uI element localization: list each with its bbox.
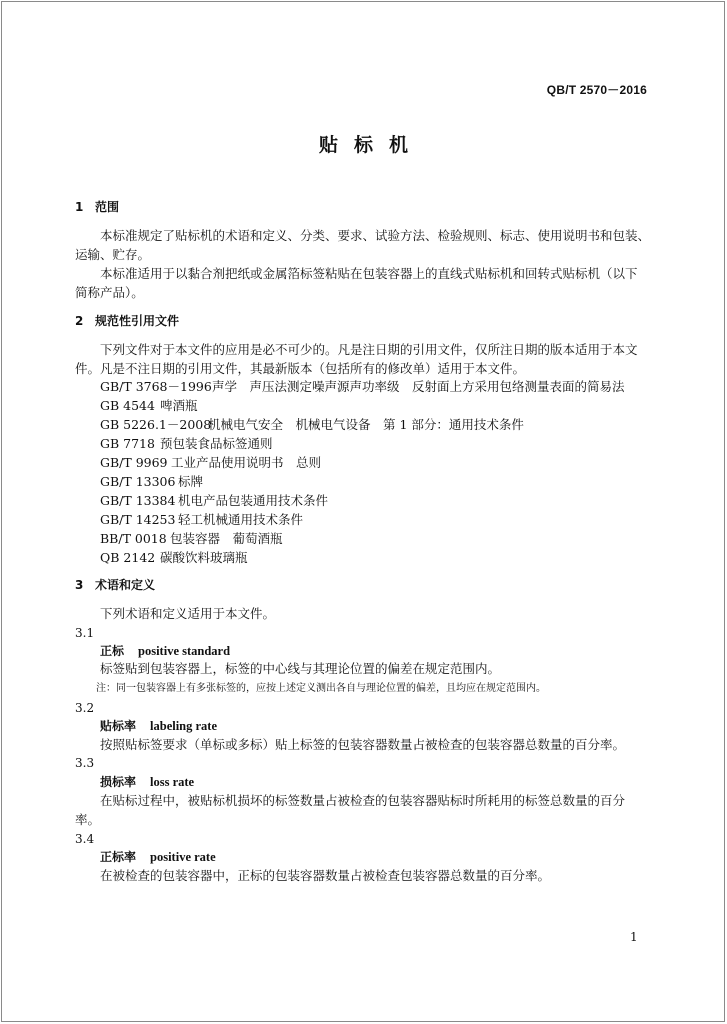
page-number: 1 <box>630 930 638 944</box>
term-definition: 标签贴到包装容器上，标签的中心线与其理论位置的偏差在规定范围内。 <box>100 661 501 676</box>
term-chinese: 贴标率 <box>100 719 137 733</box>
term-english: loss rate <box>150 775 195 789</box>
reference-code: GB 7718 <box>100 436 155 451</box>
term-note: 注：同一包装容器上有多张标签的，应按上述定义测出各自与理论位置的偏差，且均应在规定范围内。 <box>96 683 546 694</box>
section-number: 3 <box>75 578 84 592</box>
term-definition: 率。 <box>75 812 101 827</box>
standard-code: QB/T 2570－2016 <box>546 83 647 97</box>
reference-title: 啤酒瓶 <box>160 398 198 413</box>
reference-code: GB/T 13384 <box>100 493 176 508</box>
reference-item <box>100 455 321 471</box>
paragraph-line: 简称产品）。 <box>75 285 144 300</box>
document-title: 贴标机 <box>318 134 424 156</box>
reference-title: 机械电气安全 机械电气设备 第 1 部分：通用技术条件 <box>208 417 524 432</box>
reference-item <box>100 474 203 490</box>
reference-title: 包装容器 葡萄酒瓶 <box>170 531 283 546</box>
reference-item <box>100 417 524 433</box>
term-chinese: 损标率 <box>100 775 137 789</box>
term-definition: 在被检查的包装容器中，正标的包装容器数量占被检查包装容器总数量的百分率。 <box>100 868 551 883</box>
section-1-heading <box>75 199 119 215</box>
reference-code: GB 5226.1－2008 <box>100 417 212 432</box>
reference-code: GB/T 13306 <box>100 474 176 489</box>
reference-code: GB/T 3768－1996 <box>100 379 212 394</box>
reference-item <box>100 493 328 509</box>
reference-item <box>100 436 273 452</box>
paragraph-line: 本标准适用于以黏合剂把纸或金属箔标签粘贴在包装容器上的直线式贴标机和回转式贴标机（以下 <box>100 266 638 281</box>
term-heading <box>100 718 217 734</box>
term-english: labeling rate <box>150 719 218 733</box>
section-number: 1 <box>75 200 84 214</box>
term-chinese: 正标 <box>100 644 125 658</box>
reference-code: GB/T 9969 <box>100 455 168 470</box>
section-3-heading <box>75 577 155 593</box>
term-number: 3.1 <box>75 626 95 640</box>
reference-item <box>100 379 625 395</box>
term-chinese: 正标率 <box>100 850 137 864</box>
paragraph-line: 本标准规定了贴标机的术语和定义、分类、要求、试验方法、检验规则、标志、使用说明书和包装、 <box>100 228 651 243</box>
term-heading <box>100 849 216 865</box>
section-title: 范围 <box>95 200 120 214</box>
term-definition: 按照贴标签要求（单标或多标）贴上标签的包装容器数量占被检查的包装容器总数量的百分率。 <box>100 737 626 752</box>
reference-code: GB 4544 <box>100 398 155 413</box>
reference-item <box>100 512 303 528</box>
reference-title: 预包装食品标签通则 <box>160 436 273 451</box>
reference-title: 机电产品包装通用技术条件 <box>178 493 329 508</box>
reference-item <box>100 398 198 414</box>
paragraph-line: 下列术语和定义适用于本文件。 <box>100 606 276 621</box>
section-title: 术语和定义 <box>95 578 156 592</box>
term-english: positive standard <box>138 644 231 658</box>
reference-code: QB 2142 <box>100 550 156 565</box>
reference-title: 轻工机械通用技术条件 <box>178 512 304 527</box>
reference-item <box>100 531 283 547</box>
section-title: 规范性引用文件 <box>95 314 180 328</box>
term-english: positive rate <box>150 850 216 864</box>
paragraph-line: 运输、贮存。 <box>75 247 151 262</box>
section-2-heading <box>75 313 179 329</box>
reference-title: 声学 声压法测定噪声源声功率级 反射面上方采用包络测量表面的简易法 <box>212 379 625 394</box>
paragraph-line: 件。凡是不注日期的引用文件，其最新版本（包括所有的修改单）适用于本文件。 <box>75 361 526 376</box>
section-number: 2 <box>75 314 84 328</box>
term-number: 3.4 <box>75 832 95 846</box>
reference-code: GB/T 14253 <box>100 512 176 527</box>
reference-item <box>100 550 248 566</box>
reference-code: BB/T 0018 <box>100 531 167 546</box>
reference-title: 碳酸饮料玻璃瓶 <box>160 550 248 565</box>
term-heading <box>100 774 194 790</box>
term-number: 3.2 <box>75 701 95 715</box>
paragraph-line: 下列文件对于本文件的应用是必不可少的。凡是注日期的引用文件，仅所注日期的版本适用于本文 <box>100 342 638 357</box>
reference-title: 工业产品使用说明书 总则 <box>171 455 322 470</box>
term-number: 3.3 <box>75 756 95 770</box>
reference-title: 标牌 <box>178 474 204 489</box>
term-heading <box>100 643 230 659</box>
term-definition: 在贴标过程中，被贴标机损坏的标签数量占被检查的包装容器贴标时所耗用的标签总数量的百分 <box>100 793 626 808</box>
